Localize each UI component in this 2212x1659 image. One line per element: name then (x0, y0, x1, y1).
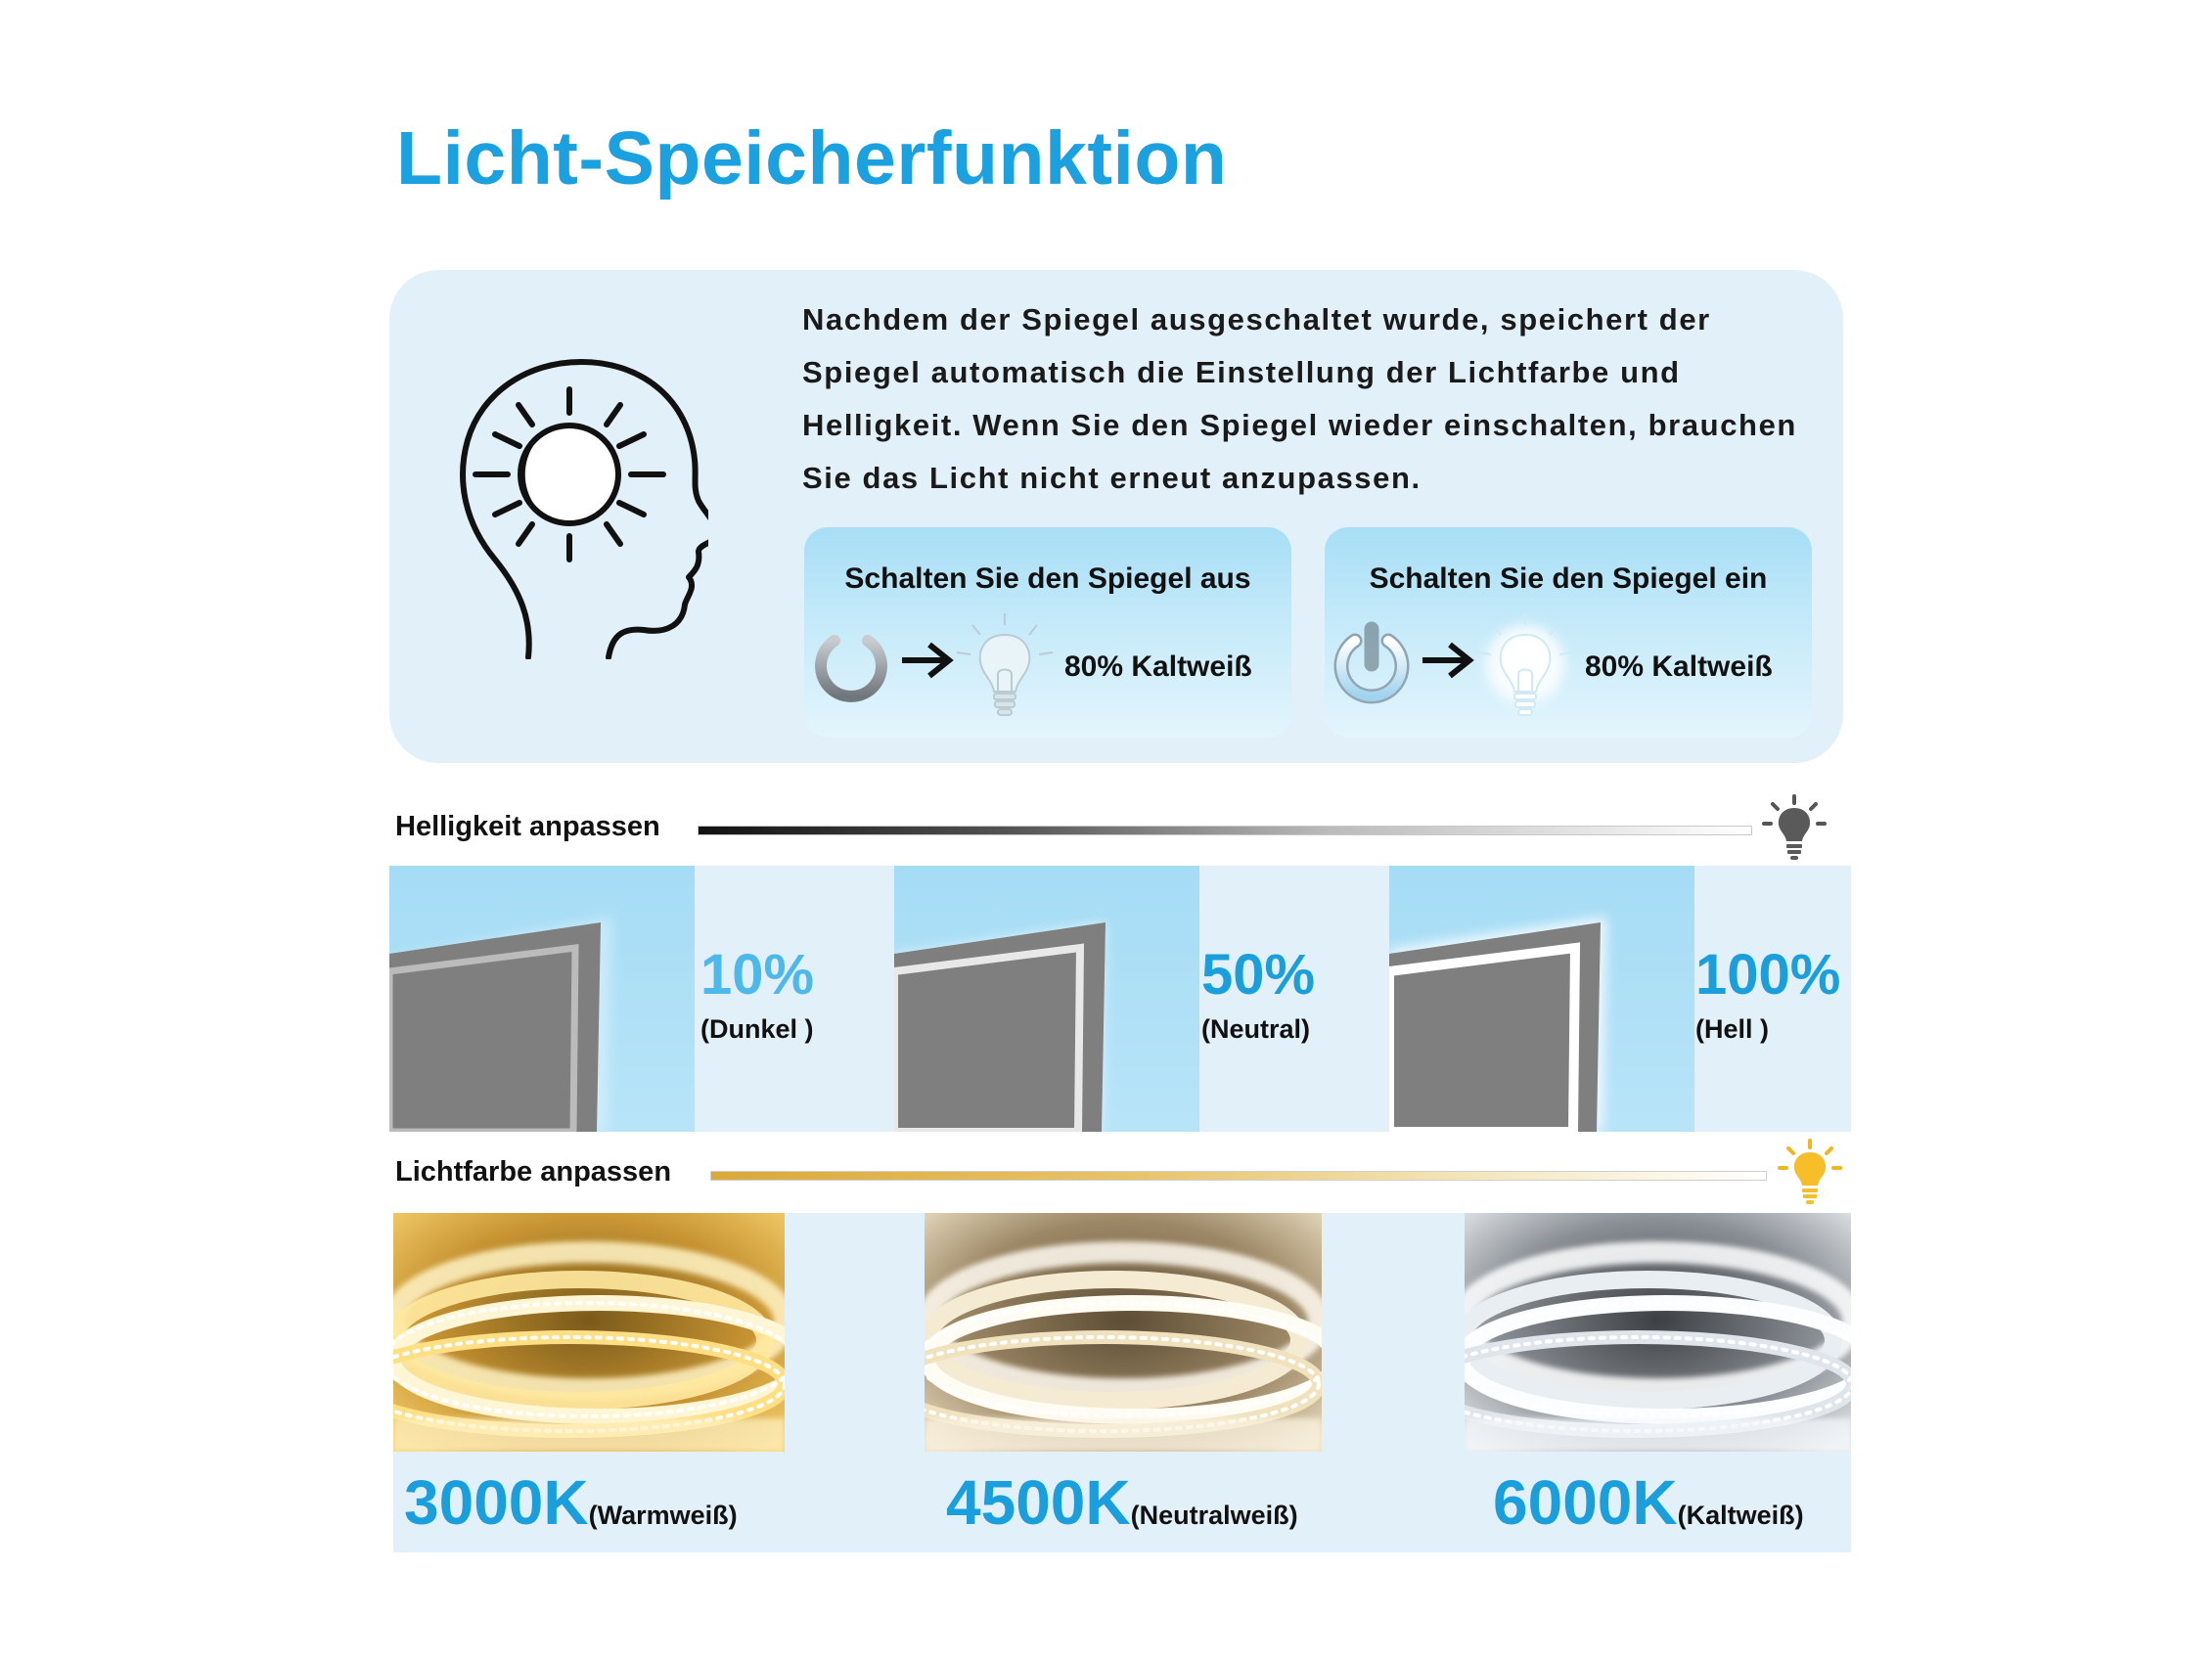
led-strip-cool-image (1465, 1213, 1851, 1452)
memory-description: Nachdem der Spiegel ausgeschaltet wurde, speichert der Spiegel automatisch die Einstellung der Lichtfarbe und Helligkeit. Wenn Sie den Spiegel wieder einschalten, brauchen Sie das Licht nicht erneut anzupassen. (802, 302, 1797, 495)
brightness-levels (389, 866, 1851, 1132)
kelvin-name: (Kaltweiß) (1677, 1501, 1804, 1530)
warm-bulb-icon (1777, 1139, 1843, 1205)
color-temperature-options (393, 1213, 1851, 1552)
color-temperature-gradient-bar (710, 1171, 1767, 1181)
color-temperature-label: Lichtfarbe anpassen (395, 1156, 672, 1188)
light-bulb-icon (951, 609, 1059, 719)
card-value: 80% Kaltweiß (1064, 650, 1252, 683)
power-icon (808, 621, 894, 707)
card-mirror-on (1325, 527, 1812, 738)
brightness-level-name: (Neutral) (1201, 1014, 1311, 1044)
card-mirror-off (804, 527, 1291, 738)
kelvin-name: (Warmweiß) (588, 1501, 738, 1530)
brightness-level-name: (Dunkel ) (700, 1014, 814, 1044)
brightness-percent: 50% (1201, 943, 1316, 1007)
brightness-percent: 100% (1695, 943, 1841, 1007)
kelvin-value: 4500K (946, 1467, 1131, 1538)
brightness-gradient-bar (698, 826, 1752, 835)
light-bulb-icon (1471, 609, 1579, 719)
page-title: Licht-Speicherfunktion (396, 116, 1228, 201)
card-value: 80% Kaltweiß (1585, 650, 1773, 683)
led-strip-neutral-image (925, 1213, 1322, 1452)
mirror-brightness-50-image (894, 866, 1199, 1132)
mirror-brightness-100-image (1389, 866, 1694, 1132)
mirror-brightness-10-image (389, 866, 695, 1132)
brightness-label: Helligkeit anpassen (395, 811, 660, 842)
head-sun-moon-icon (452, 356, 708, 659)
kelvin-value: 3000K (404, 1467, 589, 1538)
arrow-right-icon (898, 639, 955, 682)
arrow-right-icon (1419, 639, 1475, 682)
brightness-level-name: (Hell ) (1695, 1014, 1770, 1044)
color-temperature-item (1493, 1466, 1804, 1539)
kelvin-name: (Neutralweiß) (1130, 1501, 1298, 1530)
kelvin-value: 6000K (1493, 1467, 1678, 1538)
card-title: Schalten Sie den Spiegel ein (1369, 562, 1768, 595)
card-title: Schalten Sie den Spiegel aus (844, 562, 1251, 595)
power-icon (1329, 621, 1415, 707)
led-strip-warm-image (393, 1213, 785, 1452)
brightness-percent: 10% (700, 943, 815, 1007)
bulb-icon (1761, 794, 1828, 861)
color-temperature-item (404, 1466, 738, 1539)
color-temperature-item (946, 1466, 1298, 1539)
